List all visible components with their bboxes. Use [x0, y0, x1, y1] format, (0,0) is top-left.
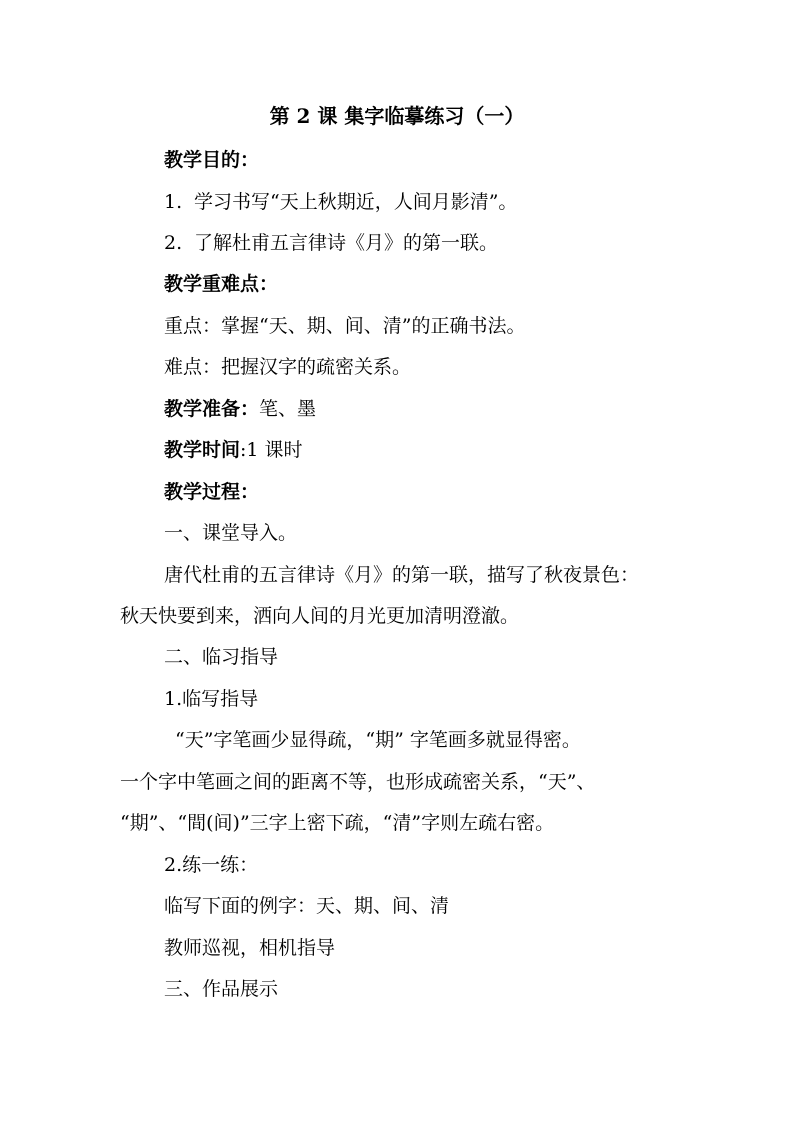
teaching-time-label: 教学时间 — [164, 439, 241, 461]
objective-number: 2. — [164, 232, 183, 254]
section-2-subheading-2: 2.练一练： — [164, 854, 259, 876]
teacher-guidance: 教师巡视，相机指导 — [164, 937, 336, 959]
difficult-point-text: 把握汉字的疏密关系。 — [221, 356, 412, 378]
section-2-paragraph-line-3: “期”、“間(间)”三字上密下疏，“清”字则左疏右密。 — [120, 812, 555, 834]
lesson-title: 第 2 课 集字临摹练习（一） — [269, 104, 525, 128]
teaching-time-text: :1 课时 — [240, 439, 303, 461]
key-point-text: 掌握“天、期、间、清”的正确书法。 — [221, 315, 526, 337]
section-2-paragraph-line-1: “天”字笔画少显得疏，“期” 字笔画多就显得密。 — [175, 729, 581, 751]
objectives-heading: 教学目的： — [164, 149, 260, 171]
difficult-point — [164, 355, 411, 379]
preparation — [164, 397, 316, 421]
preparation-label: 教学准备： — [164, 398, 260, 420]
difficulties-heading: 教学重难点： — [164, 273, 279, 295]
preparation-text: 笔、墨 — [259, 398, 317, 420]
section-2-paragraph-line-2: 一个字中笔画之间的距离不等，也形成疏密关系，“天”、 — [120, 771, 596, 793]
practice-instruction: 临写下面的例字：天、期、间、清 — [164, 895, 450, 917]
section-2-subheading-1: 1.临写指导 — [164, 688, 259, 710]
objective-item-2 — [164, 231, 498, 255]
difficult-point-label: 难点： — [164, 356, 222, 378]
objective-text: 学习书写“天上秋期近，人间月影清”。 — [194, 191, 518, 213]
section-2-title: 二、临习指导 — [164, 646, 279, 668]
teaching-time — [164, 438, 303, 462]
section-1-title: 一、课堂导入。 — [164, 522, 298, 544]
section-1-paragraph-line-2: 秋天快要到来，洒向人间的月光更加清明澄澈。 — [120, 605, 520, 627]
objective-number: 1. — [164, 191, 183, 213]
objective-text: 了解杜甫五言律诗《月》的第一联。 — [194, 232, 499, 254]
key-point-label: 重点： — [164, 315, 222, 337]
key-point — [164, 314, 525, 338]
process-heading: 教学过程： — [164, 481, 260, 503]
objective-item-1 — [164, 190, 517, 214]
section-1-paragraph-line-1: 唐代杜甫的五言律诗《月》的第一联，描写了秋夜景色： — [164, 564, 640, 586]
section-3-title: 三、作品展示 — [164, 978, 279, 1000]
